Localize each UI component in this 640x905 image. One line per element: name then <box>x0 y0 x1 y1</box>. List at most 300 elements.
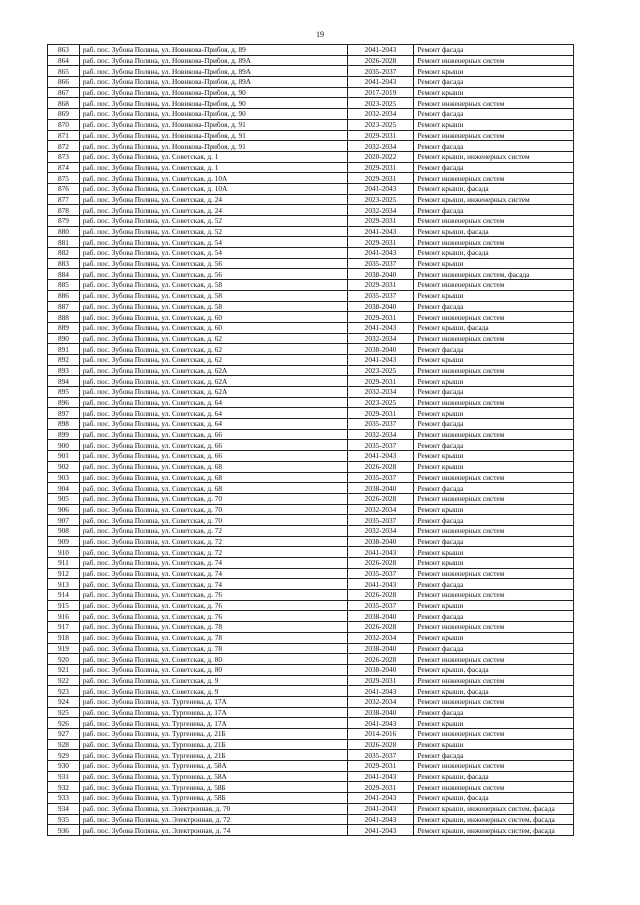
period-cell: 2029-2031 <box>347 761 414 772</box>
work-type-cell: Ремонт крыши, инженерных систем, фасада <box>414 803 574 814</box>
address-cell: раб. пос. Зубова Поляна, ул. Электронная, д. 70 <box>79 803 347 814</box>
period-cell: 2029-2031 <box>347 408 414 419</box>
address-cell: раб. пос. Зубова Поляна, ул. Советская, д. 68 <box>79 483 347 494</box>
table-row <box>48 536 574 547</box>
address-cell: раб. пос. Зубова Поляна, ул. Советская, д. 58 <box>79 290 347 301</box>
table-row <box>48 611 574 622</box>
address-cell: раб. пос. Зубова Поляна, ул. Новикова-Прибоя, д. 90 <box>79 98 347 109</box>
address-cell: раб. пос. Зубова Поляна, ул. Советская, д. 54 <box>79 237 347 248</box>
row-number: 890 <box>48 333 80 344</box>
work-type-cell: Ремонт фасада <box>414 643 574 654</box>
address-cell: раб. пос. Зубова Поляна, ул. Тургенева, д. 58Б <box>79 793 347 804</box>
period-cell: 2038-2040 <box>347 269 414 280</box>
row-number: 900 <box>48 440 80 451</box>
row-number: 933 <box>48 793 80 804</box>
row-number: 896 <box>48 397 80 408</box>
row-number: 903 <box>48 472 80 483</box>
address-cell: раб. пос. Зубова Поляна, ул. Советская, д. 80 <box>79 654 347 665</box>
address-cell: раб. пос. Зубова Поляна, ул. Советская, д. 78 <box>79 632 347 643</box>
row-number: 916 <box>48 611 80 622</box>
row-number: 889 <box>48 322 80 333</box>
table-row <box>48 664 574 675</box>
row-number: 898 <box>48 419 80 430</box>
address-cell: раб. пос. Зубова Поляна, ул. Советская, д. 66 <box>79 440 347 451</box>
period-cell: 2026-2028 <box>347 739 414 750</box>
work-type-cell: Ремонт крыши <box>414 376 574 387</box>
address-cell: раб. пос. Зубова Поляна, ул. Советская, д. 9 <box>79 686 347 697</box>
table-row <box>48 654 574 665</box>
table-row <box>48 151 574 162</box>
table-row <box>48 461 574 472</box>
work-type-cell: Ремонт инженерных систем <box>414 280 574 291</box>
period-cell: 2032-2034 <box>347 429 414 440</box>
table-row <box>48 45 574 56</box>
address-cell: раб. пос. Зубова Поляна, ул. Советская, д. 72 <box>79 525 347 536</box>
row-number: 894 <box>48 376 80 387</box>
row-number: 863 <box>48 45 80 56</box>
table-row <box>48 547 574 558</box>
table-row <box>48 579 574 590</box>
row-number: 886 <box>48 290 80 301</box>
table-row <box>48 194 574 205</box>
address-cell: раб. пос. Зубова Поляна, ул. Новикова-Прибоя, д. 89А <box>79 77 347 88</box>
work-type-cell: Ремонт фасада <box>414 141 574 152</box>
work-type-cell: Ремонт крыши <box>414 547 574 558</box>
table-row <box>48 408 574 419</box>
table-row <box>48 130 574 141</box>
work-type-cell: Ремонт крыши <box>414 461 574 472</box>
period-cell: 2029-2031 <box>347 162 414 173</box>
period-cell: 2038-2040 <box>347 301 414 312</box>
work-type-cell: Ремонт инженерных систем <box>414 365 574 376</box>
period-cell: 2038-2040 <box>347 611 414 622</box>
period-cell: 2029-2031 <box>347 675 414 686</box>
row-number: 865 <box>48 66 80 77</box>
period-cell: 2035-2037 <box>347 472 414 483</box>
row-number: 931 <box>48 771 80 782</box>
work-type-cell: Ремонт крыши <box>414 119 574 130</box>
row-number: 907 <box>48 515 80 526</box>
work-type-cell: Ремонт крыши, фасада <box>414 322 574 333</box>
work-type-cell: Ремонт инженерных систем <box>414 675 574 686</box>
address-cell: раб. пос. Зубова Поляна, ул. Советская, д. 62А <box>79 387 347 398</box>
table-row <box>48 643 574 654</box>
row-number: 919 <box>48 643 80 654</box>
row-number: 911 <box>48 558 80 569</box>
period-cell: 2041-2043 <box>347 547 414 558</box>
work-type-cell: Ремонт фасада <box>414 205 574 216</box>
address-cell: раб. пос. Зубова Поляна, ул. Советская, д. 78 <box>79 622 347 633</box>
row-number: 869 <box>48 109 80 120</box>
row-number: 881 <box>48 237 80 248</box>
work-type-cell: Ремонт крыши <box>414 290 574 301</box>
period-cell: 2038-2040 <box>347 664 414 675</box>
table-row <box>48 825 574 836</box>
address-cell: раб. пос. Зубова Поляна, ул. Советская, д. 56 <box>79 269 347 280</box>
period-cell: 2035-2037 <box>347 419 414 430</box>
period-cell: 2026-2028 <box>347 622 414 633</box>
period-cell: 2026-2028 <box>347 493 414 504</box>
work-type-cell: Ремонт крыши <box>414 504 574 515</box>
table-row <box>48 248 574 259</box>
address-cell: раб. пос. Зубова Поляна, ул. Советская, д. 76 <box>79 600 347 611</box>
row-number: 892 <box>48 354 80 365</box>
address-cell: раб. пос. Зубова Поляна, ул. Советская, д. 62 <box>79 333 347 344</box>
row-number: 891 <box>48 344 80 355</box>
table-row <box>48 472 574 483</box>
row-number: 922 <box>48 675 80 686</box>
work-type-cell: Ремонт фасада <box>414 162 574 173</box>
address-cell: раб. пос. Зубова Поляна, ул. Советская, д. 56 <box>79 258 347 269</box>
table-row <box>48 55 574 66</box>
address-cell: раб. пос. Зубова Поляна, ул. Советская, д. 54 <box>79 248 347 259</box>
address-cell: раб. пос. Зубова Поляна, ул. Советская, д. 24 <box>79 205 347 216</box>
address-cell: раб. пос. Зубова Поляна, ул. Тургенева, д. 58А <box>79 761 347 772</box>
work-type-cell: Ремонт инженерных систем <box>414 55 574 66</box>
table-row <box>48 429 574 440</box>
address-cell: раб. пос. Зубова Поляна, ул. Советская, д. 24 <box>79 194 347 205</box>
period-cell: 2041-2043 <box>347 814 414 825</box>
table-row <box>48 376 574 387</box>
address-cell: раб. пос. Зубова Поляна, ул. Советская, д. 64 <box>79 408 347 419</box>
period-cell: 2041-2043 <box>347 793 414 804</box>
period-cell: 2035-2037 <box>347 600 414 611</box>
table-row <box>48 216 574 227</box>
table-row <box>48 750 574 761</box>
row-number: 880 <box>48 226 80 237</box>
work-type-cell: Ремонт инженерных систем <box>414 782 574 793</box>
period-cell: 2038-2040 <box>347 536 414 547</box>
address-cell: раб. пос. Зубова Поляна, ул. Советская, д. 68 <box>79 461 347 472</box>
address-cell: раб. пос. Зубова Поляна, ул. Тургенева, д. 21Б <box>79 750 347 761</box>
table-row <box>48 568 574 579</box>
table-row <box>48 205 574 216</box>
row-number: 868 <box>48 98 80 109</box>
table-row <box>48 162 574 173</box>
period-cell: 2035-2037 <box>347 515 414 526</box>
table-row <box>48 419 574 430</box>
table-row <box>48 739 574 750</box>
work-type-cell: Ремонт инженерных систем <box>414 472 574 483</box>
period-cell: 2035-2037 <box>347 258 414 269</box>
work-type-cell: Ремонт инженерных систем <box>414 761 574 772</box>
table-row <box>48 782 574 793</box>
row-number: 864 <box>48 55 80 66</box>
work-type-cell: Ремонт крыши, фасада <box>414 183 574 194</box>
work-type-cell: Ремонт инженерных систем <box>414 729 574 740</box>
work-type-cell: Ремонт фасада <box>414 109 574 120</box>
address-cell: раб. пос. Зубова Поляна, ул. Советская, д. 70 <box>79 493 347 504</box>
row-number: 875 <box>48 173 80 184</box>
table-row <box>48 119 574 130</box>
period-cell: 2041-2043 <box>347 77 414 88</box>
period-cell: 2026-2028 <box>347 654 414 665</box>
address-cell: раб. пос. Зубова Поляна, ул. Советская, д. 66 <box>79 429 347 440</box>
period-cell: 2032-2034 <box>347 504 414 515</box>
period-cell: 2029-2031 <box>347 782 414 793</box>
work-type-cell: Ремонт фасада <box>414 387 574 398</box>
row-number: 929 <box>48 750 80 761</box>
row-number: 906 <box>48 504 80 515</box>
address-cell: раб. пос. Зубова Поляна, ул. Электронная, д. 74 <box>79 825 347 836</box>
period-cell: 2032-2034 <box>347 696 414 707</box>
row-number: 871 <box>48 130 80 141</box>
work-type-cell: Ремонт крыши, инженерных систем <box>414 151 574 162</box>
row-number: 908 <box>48 525 80 536</box>
address-cell: раб. пос. Зубова Поляна, ул. Новикова-Прибоя, д. 90 <box>79 109 347 120</box>
period-cell: 2041-2043 <box>347 183 414 194</box>
table-row <box>48 590 574 601</box>
table-row <box>48 280 574 291</box>
period-cell: 2041-2043 <box>347 803 414 814</box>
work-type-cell: Ремонт крыши <box>414 354 574 365</box>
address-cell: раб. пос. Зубова Поляна, ул. Советская, д. 52 <box>79 216 347 227</box>
table-row <box>48 397 574 408</box>
table-row <box>48 109 574 120</box>
work-type-cell: Ремонт фасада <box>414 440 574 451</box>
period-cell: 2041-2043 <box>347 579 414 590</box>
period-cell: 2014-2016 <box>347 729 414 740</box>
table-row <box>48 77 574 88</box>
table-row <box>48 707 574 718</box>
period-cell: 2026-2028 <box>347 461 414 472</box>
row-number: 923 <box>48 686 80 697</box>
row-number: 888 <box>48 312 80 323</box>
row-number: 928 <box>48 739 80 750</box>
work-type-cell: Ремонт инженерных систем <box>414 590 574 601</box>
period-cell: 2029-2031 <box>347 312 414 323</box>
work-type-cell: Ремонт фасада <box>414 77 574 88</box>
row-number: 902 <box>48 461 80 472</box>
row-number: 918 <box>48 632 80 643</box>
page-number: 19 <box>316 30 324 39</box>
address-cell: раб. пос. Зубова Поляна, ул. Новикова-Прибоя, д. 91 <box>79 141 347 152</box>
row-number: 887 <box>48 301 80 312</box>
table-row <box>48 141 574 152</box>
row-number: 873 <box>48 151 80 162</box>
table-row <box>48 66 574 77</box>
row-number: 910 <box>48 547 80 558</box>
table-row <box>48 237 574 248</box>
table-row <box>48 290 574 301</box>
row-number: 899 <box>48 429 80 440</box>
row-number: 921 <box>48 664 80 675</box>
work-type-cell: Ремонт инженерных систем <box>414 130 574 141</box>
work-type-cell: Ремонт крыши <box>414 87 574 98</box>
address-cell: раб. пос. Зубова Поляна, ул. Советская, д. 68 <box>79 472 347 483</box>
row-number: 904 <box>48 483 80 494</box>
work-type-cell: Ремонт инженерных систем <box>414 622 574 633</box>
address-cell: раб. пос. Зубова Поляна, ул. Советская, д. 10А <box>79 173 347 184</box>
row-number: 935 <box>48 814 80 825</box>
period-cell: 2041-2043 <box>347 771 414 782</box>
work-type-cell: Ремонт инженерных систем <box>414 98 574 109</box>
work-type-cell: Ремонт крыши, инженерных систем <box>414 194 574 205</box>
table-row <box>48 696 574 707</box>
row-number: 905 <box>48 493 80 504</box>
work-type-cell: Ремонт фасада <box>414 483 574 494</box>
work-type-cell: Ремонт крыши <box>414 258 574 269</box>
repair-schedule-table <box>47 44 574 836</box>
period-cell: 2023-2025 <box>347 397 414 408</box>
work-type-cell: Ремонт инженерных систем <box>414 696 574 707</box>
row-number: 901 <box>48 451 80 462</box>
period-cell: 2032-2034 <box>347 333 414 344</box>
period-cell: 2041-2043 <box>347 248 414 259</box>
work-type-cell: Ремонт крыши <box>414 408 574 419</box>
address-cell: раб. пос. Зубова Поляна, ул. Советская, д. 10А <box>79 183 347 194</box>
work-type-cell: Ремонт крыши, фасада <box>414 793 574 804</box>
period-cell: 2038-2040 <box>347 707 414 718</box>
period-cell: 2041-2043 <box>347 322 414 333</box>
table-row <box>48 440 574 451</box>
address-cell: раб. пос. Зубова Поляна, ул. Советская, д. 74 <box>79 558 347 569</box>
row-number: 925 <box>48 707 80 718</box>
address-cell: раб. пос. Зубова Поляна, ул. Новикова-Прибоя, д. 89А <box>79 55 347 66</box>
period-cell: 2041-2043 <box>347 451 414 462</box>
row-number: 930 <box>48 761 80 772</box>
row-number: 882 <box>48 248 80 259</box>
row-number: 884 <box>48 269 80 280</box>
row-number: 936 <box>48 825 80 836</box>
period-cell: 2041-2043 <box>347 718 414 729</box>
work-type-cell: Ремонт инженерных систем <box>414 654 574 665</box>
address-cell: раб. пос. Зубова Поляна, ул. Советская, д. 74 <box>79 568 347 579</box>
address-cell: раб. пос. Зубова Поляна, ул. Советская, д. 60 <box>79 322 347 333</box>
row-number: 895 <box>48 387 80 398</box>
period-cell: 2029-2031 <box>347 376 414 387</box>
table-row <box>48 729 574 740</box>
table-row <box>48 333 574 344</box>
period-cell: 2026-2028 <box>347 55 414 66</box>
address-cell: раб. пос. Зубова Поляна, ул. Советская, д. 62А <box>79 365 347 376</box>
table-row <box>48 365 574 376</box>
period-cell: 2032-2034 <box>347 109 414 120</box>
work-type-cell: Ремонт крыши <box>414 451 574 462</box>
row-number: 920 <box>48 654 80 665</box>
work-type-cell: Ремонт инженерных систем <box>414 568 574 579</box>
period-cell: 2026-2028 <box>347 558 414 569</box>
table-row <box>48 87 574 98</box>
address-cell: раб. пос. Зубова Поляна, ул. Советская, д. 70 <box>79 515 347 526</box>
work-type-cell: Ремонт крыши, фасада <box>414 686 574 697</box>
table-row <box>48 301 574 312</box>
table-row <box>48 771 574 782</box>
work-type-cell: Ремонт крыши, фасада <box>414 248 574 259</box>
period-cell: 2029-2031 <box>347 216 414 227</box>
address-cell: раб. пос. Зубова Поляна, ул. Советская, д. 78 <box>79 643 347 654</box>
row-number: 874 <box>48 162 80 173</box>
table-row <box>48 814 574 825</box>
row-number: 893 <box>48 365 80 376</box>
address-cell: раб. пос. Зубова Поляна, ул. Советская, д. 58 <box>79 280 347 291</box>
address-cell: раб. пос. Зубова Поляна, ул. Новикова-Прибоя, д. 90 <box>79 87 347 98</box>
row-number: 897 <box>48 408 80 419</box>
work-type-cell: Ремонт инженерных систем <box>414 173 574 184</box>
work-type-cell: Ремонт инженерных систем <box>414 312 574 323</box>
period-cell: 2017-2019 <box>347 87 414 98</box>
address-cell: раб. пос. Зубова Поляна, ул. Советская, д. 62 <box>79 344 347 355</box>
address-cell: раб. пос. Зубова Поляна, ул. Советская, д. 70 <box>79 504 347 515</box>
address-cell: раб. пос. Зубова Поляна, ул. Новикова-Прибоя, д. 89 <box>79 45 347 56</box>
period-cell: 2038-2040 <box>347 643 414 654</box>
table-row <box>48 718 574 729</box>
row-number: 914 <box>48 590 80 601</box>
address-cell: раб. пос. Зубова Поляна, ул. Советская, д. 1 <box>79 162 347 173</box>
table-row <box>48 269 574 280</box>
work-type-cell: Ремонт инженерных систем, фасада <box>414 269 574 280</box>
work-type-cell: Ремонт фасада <box>414 536 574 547</box>
address-cell: раб. пос. Зубова Поляна, ул. Советская, д. 62 <box>79 354 347 365</box>
table-row <box>48 258 574 269</box>
row-number: 915 <box>48 600 80 611</box>
table-row <box>48 98 574 109</box>
work-type-cell: Ремонт крыши <box>414 739 574 750</box>
period-cell: 2041-2043 <box>347 45 414 56</box>
period-cell: 2029-2031 <box>347 173 414 184</box>
work-type-cell: Ремонт фасада <box>414 579 574 590</box>
row-number: 866 <box>48 77 80 88</box>
period-cell: 2035-2037 <box>347 750 414 761</box>
address-cell: раб. пос. Зубова Поляна, ул. Электронная, д. 72 <box>79 814 347 825</box>
work-type-cell: Ремонт крыши <box>414 718 574 729</box>
work-type-cell: Ремонт крыши <box>414 600 574 611</box>
table-row <box>48 312 574 323</box>
address-cell: раб. пос. Зубова Поляна, ул. Советская, д. 80 <box>79 664 347 675</box>
table-body <box>48 45 574 836</box>
row-number: 867 <box>48 87 80 98</box>
row-number: 934 <box>48 803 80 814</box>
table-row <box>48 504 574 515</box>
table-row <box>48 761 574 772</box>
row-number: 912 <box>48 568 80 579</box>
address-cell: раб. пос. Зубова Поляна, ул. Тургенева, д. 21Б <box>79 739 347 750</box>
address-cell: раб. пос. Зубова Поляна, ул. Советская, д. 66 <box>79 451 347 462</box>
table-row <box>48 600 574 611</box>
period-cell: 2041-2043 <box>347 686 414 697</box>
work-type-cell: Ремонт инженерных систем <box>414 493 574 504</box>
period-cell: 2032-2034 <box>347 525 414 536</box>
address-cell: раб. пос. Зубова Поляна, ул. Тургенева, д. 21Б <box>79 729 347 740</box>
work-type-cell: Ремонт инженерных систем <box>414 525 574 536</box>
row-number: 909 <box>48 536 80 547</box>
period-cell: 2020-2022 <box>347 151 414 162</box>
row-number: 924 <box>48 696 80 707</box>
work-type-cell: Ремонт фасада <box>414 707 574 718</box>
address-cell: раб. пос. Зубова Поляна, ул. Тургенева, д. 17А <box>79 707 347 718</box>
period-cell: 2041-2043 <box>347 226 414 237</box>
table-row <box>48 354 574 365</box>
work-type-cell: Ремонт инженерных систем <box>414 429 574 440</box>
address-cell: раб. пос. Зубова Поляна, ул. Советская, д. 58 <box>79 301 347 312</box>
row-number: 885 <box>48 280 80 291</box>
work-type-cell: Ремонт фасада <box>414 344 574 355</box>
period-cell: 2035-2037 <box>347 568 414 579</box>
period-cell: 2023-2025 <box>347 119 414 130</box>
table-row <box>48 387 574 398</box>
address-cell: раб. пос. Зубова Поляна, ул. Советская, д. 76 <box>79 611 347 622</box>
work-type-cell: Ремонт фасада <box>414 45 574 56</box>
period-cell: 2035-2037 <box>347 440 414 451</box>
row-number: 932 <box>48 782 80 793</box>
table-row <box>48 183 574 194</box>
period-cell: 2029-2031 <box>347 280 414 291</box>
period-cell: 2041-2043 <box>347 354 414 365</box>
period-cell: 2035-2037 <box>347 66 414 77</box>
address-cell: раб. пос. Зубова Поляна, ул. Новикова-Прибоя, д. 91 <box>79 119 347 130</box>
period-cell: 2026-2028 <box>347 590 414 601</box>
table-row <box>48 525 574 536</box>
